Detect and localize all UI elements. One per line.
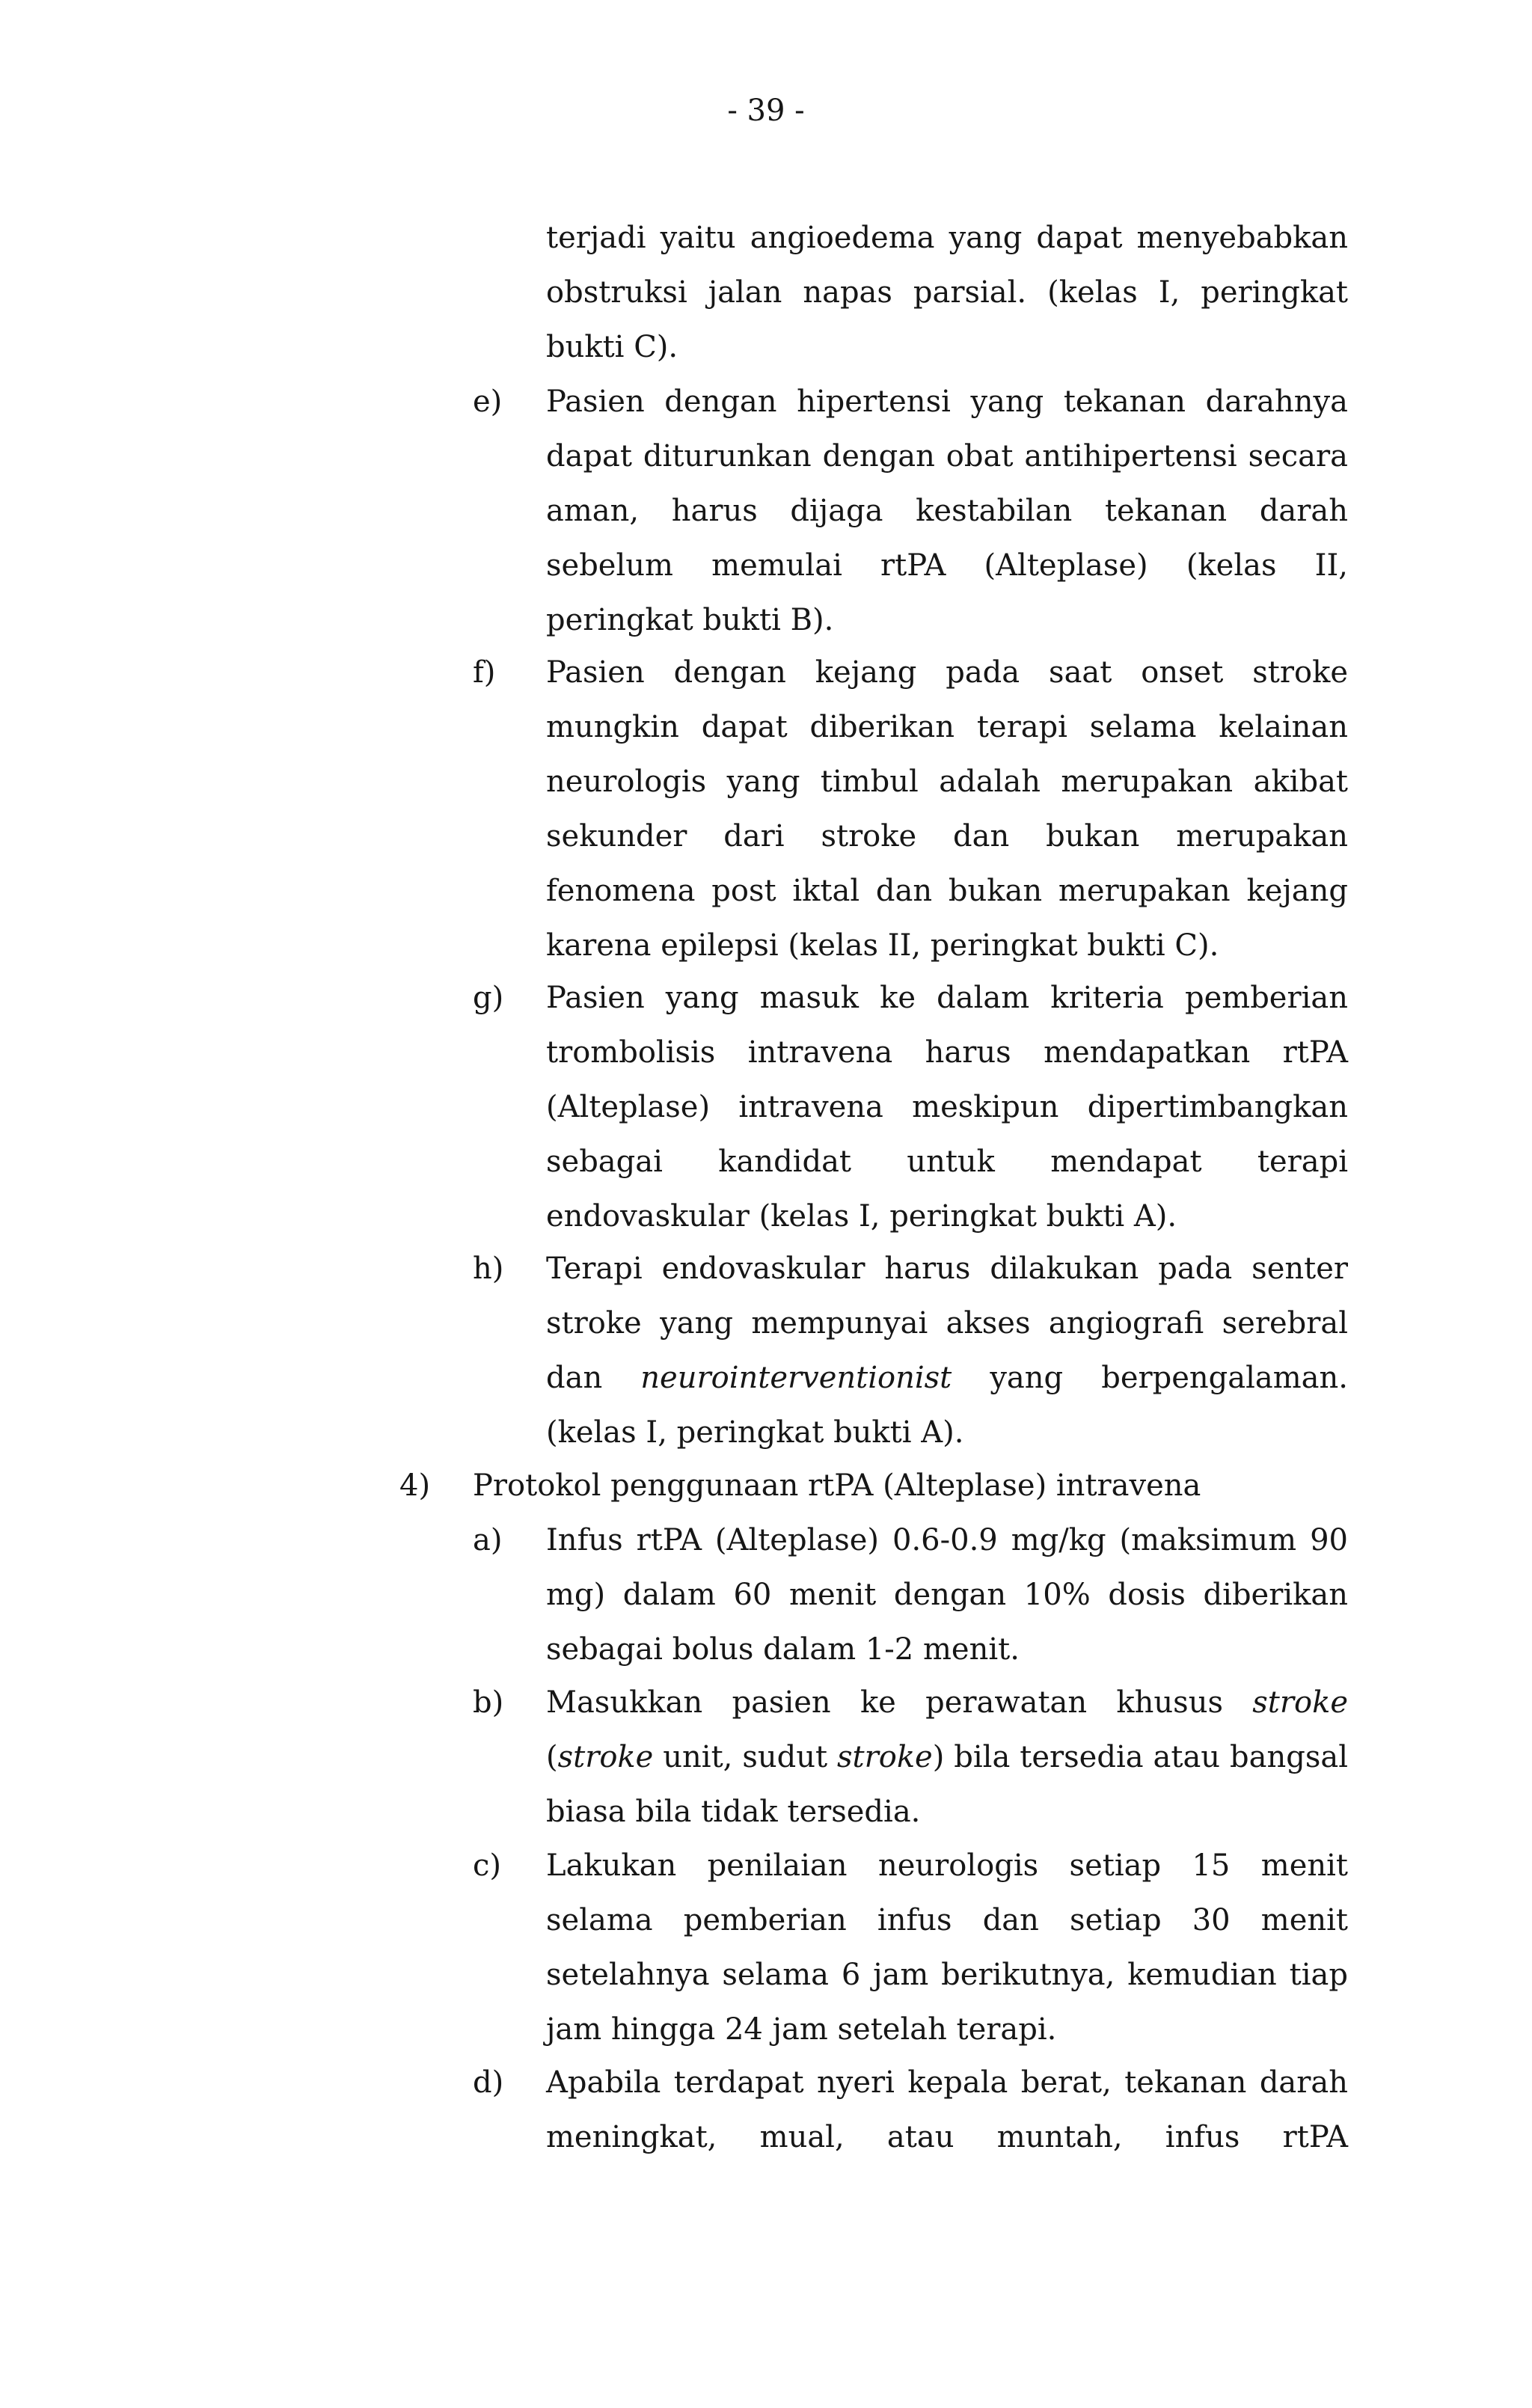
section-4-item-a: Infus rtPA (Alteplase) 0.6-0.9 mg/kg (maksimum 90 mg) dalam 60 menit dengan 10% dosis diberikan sebagai bolus dalam 1-2 menit. — [546, 1523, 1348, 1667]
list-item-h — [546, 1242, 1348, 1460]
list-item-e: Pasien dengan hipertensi yang tekanan darahnya dapat diturunkan dengan obat antihipertensi secara aman, harus dijaga kestabilan tekanan darah sebelum memulai rtPA (Alteplase) (kelas II, peringkat bukti B). — [546, 385, 1348, 637]
list-item-h-text-2: yang berpengalaman. (kelas I, peringkat bukti A). — [546, 1361, 1349, 1450]
item-b-seg6: stroke — [837, 1740, 933, 1774]
list-item-h-text-1: Terapi endovaskular harus dilakukan pada senter stroke yang mempunyai akses angiografi serebral dan — [546, 1252, 1348, 1395]
list-item-label-g: g) — [473, 981, 504, 1015]
item-b-seg4: stroke — [557, 1740, 654, 1774]
section-4-item-label-d: d) — [473, 2065, 504, 2100]
list-item-h-italic: neurointerventionist — [640, 1361, 952, 1395]
continuation-paragraph: terjadi yaitu angioedema yang dapat menyebabkan obstruksi jalan napas parsial. (kelas I, peringkat bukti C). — [546, 221, 1348, 364]
section-4-item-label-a: a) — [473, 1523, 503, 1557]
item-b-seg7: ) bila tersedia atau bangsal biasa bila tidak tersedia. — [546, 1740, 1348, 1829]
list-item-label-f: f) — [473, 655, 496, 690]
section-4-item-b — [546, 1676, 1348, 1839]
list-item-f: Pasien dengan kejang pada saat onset stroke mungkin dapat diberikan terapi selama kelainan neurologis yang timbul adalah merupakan akibat sekunder dari stroke dan bukan merupakan fenomena post iktal dan bukan merupakan kejang karena epilepsi (kelas II, peringkat bukti C). — [546, 655, 1348, 963]
section-4-item-label-b: b) — [473, 1685, 504, 1720]
item-b-seg3: ( — [546, 1740, 558, 1774]
page-number: - 39 - — [727, 94, 805, 128]
section-4-label: 4) — [399, 1468, 431, 1503]
list-item-label-h: h) — [473, 1252, 504, 1286]
section-4-title: Protokol penggunaan rtPA (Alteplase) intravena — [473, 1468, 1201, 1503]
item-b-seg1: Masukkan pasien ke perawatan khusus — [546, 1685, 1253, 1720]
section-4-item-d: Apabila terdapat nyeri kepala berat, tekanan darah meningkat, mual, atau muntah, infus rtPA — [546, 2065, 1348, 2154]
section-4-item-label-c: c) — [473, 1848, 502, 1883]
item-b-seg5: unit, sudut — [653, 1740, 838, 1774]
list-item-g: Pasien yang masuk ke dalam kriteria pemberian trombolisis intravena harus mendapatkan rtPA (Alteplase) intravena meskipun dipertimbangkan sebagai kandidat untuk mendapat terapi endovaskular (kelas I, peringkat bukti A). — [546, 981, 1348, 1234]
section-4-item-c: Lakukan penilaian neurologis setiap 15 menit selama pemberian infus dan setiap 30 menit setelahnya selama 6 jam berikutnya, kemudian tiap jam hingga 24 jam setelah terapi. — [546, 1848, 1348, 2047]
list-item-label-e: e) — [473, 385, 503, 419]
item-b-seg2: stroke — [1252, 1685, 1348, 1720]
